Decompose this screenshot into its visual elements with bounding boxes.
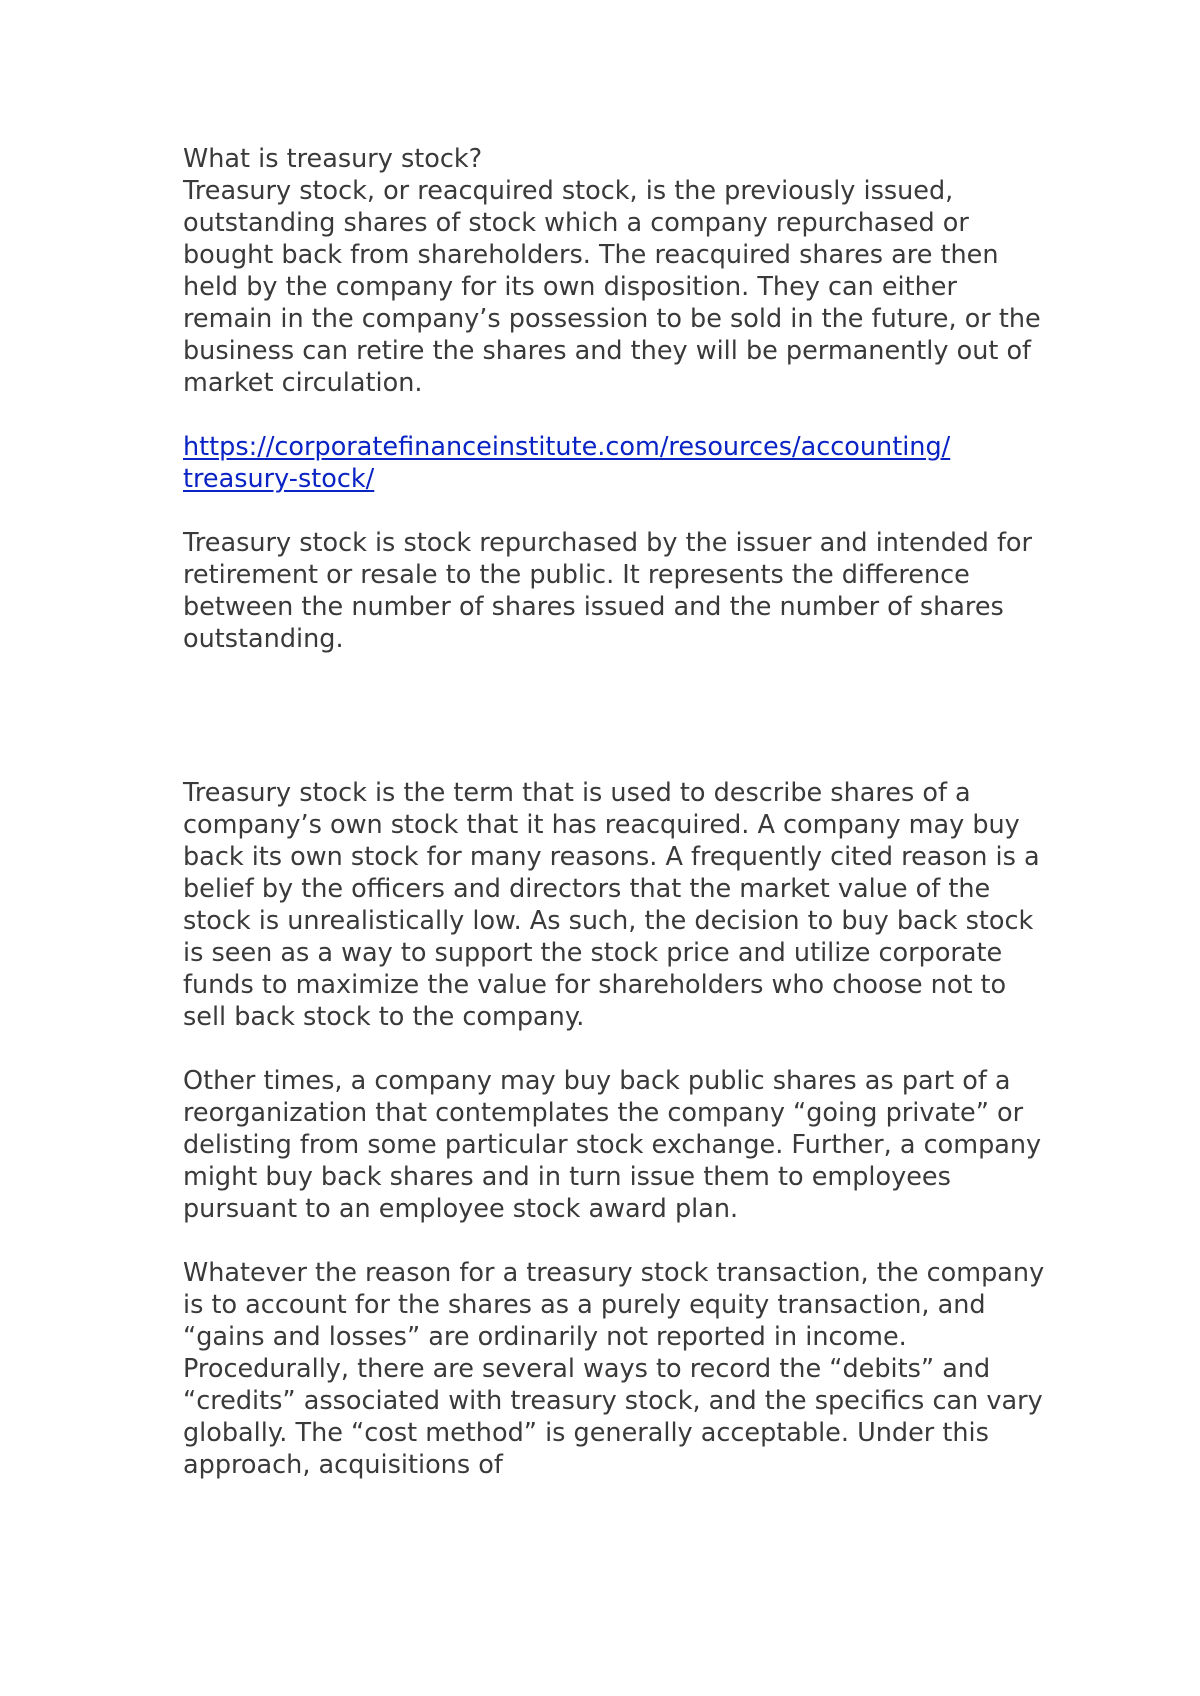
paragraph-issuer: Treasury stock is stock repurchased by the issuer and intended for retirement or resale to the public. It represents the difference between the number of shares issued and the number of shares outstanding. (183, 528, 1033, 654)
source-link-line-2[interactable]: treasury-stock/ (183, 464, 375, 494)
paragraph-accounting: Whatever the reason for a treasury stock transaction, the company is to account for the shares as a purely equity transaction, and “gains and losses” are ordinarily not reported in income. Procedurally, there are several ways to record the “debits” and “credits” associated with treasury stock, and the specifics can vary globally. The “cost method” is generally acceptable. Under this approach, acquisitions of (183, 1258, 1045, 1480)
document-heading: What is treasury stock? (183, 144, 483, 174)
paragraph-other-times: Other times, a company may buy back public shares as part of a reorganization that contemplates the company “going private” or delisting from some particular stock exchange. Further, a company might buy back shares and in turn issue them to employees pursuant to an employee stock award plan. (183, 1066, 1042, 1224)
spacer (183, 1033, 1053, 1065)
source-link[interactable] (183, 431, 1053, 495)
paragraph-definition: Treasury stock, or reacquired stock, is the previously issued, outstanding shares of stock which a company repurchased or bought back from shareholders. The reacquired shares are then held by the company for its own disposition. They can either remain in the company’s possession to be sold in the future, or the business can retire the shares and they will be permanently out of market circulation. (183, 176, 1041, 398)
spacer-large (183, 655, 1053, 777)
spacer (183, 399, 1053, 431)
spacer (183, 1225, 1053, 1257)
document-body (183, 143, 1053, 1481)
paragraph-reasons: Treasury stock is the term that is used to describe shares of a company’s own stock that it has reacquired. A company may buy back its own stock for many reasons. A frequently cited reason is a belief by the officers and directors that the market value of the stock is unrealistically low. As such, the decision to buy back stock is seen as a way to support the stock price and utilize corporate funds to maximize the value for shareholders who choose not to sell back stock to the company. (183, 778, 1040, 1032)
source-link-line-1[interactable]: https://corporatefinanceinstitute.com/resources/accounting/ (183, 432, 951, 462)
spacer (183, 495, 1053, 527)
